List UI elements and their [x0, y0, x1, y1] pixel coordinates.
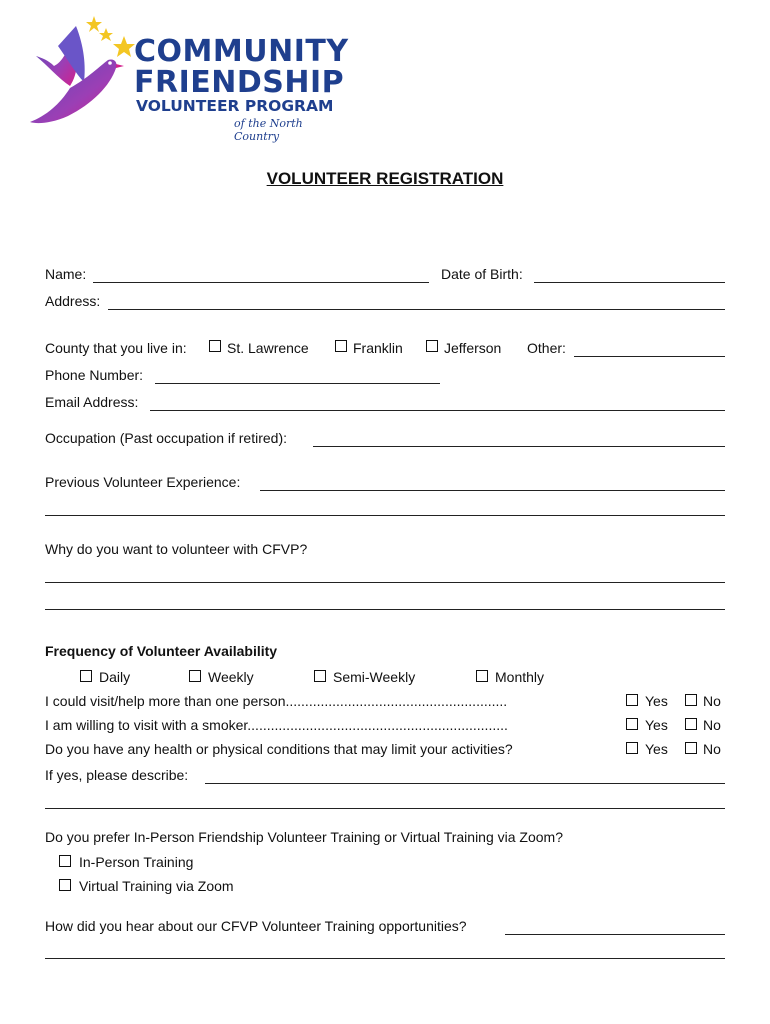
training-virtual-label: Virtual Training via Zoom: [79, 878, 234, 894]
question-smoker-yes-label: Yes: [645, 717, 668, 733]
question-health-no-label: No: [703, 741, 721, 757]
dob-label: Date of Birth:: [441, 266, 523, 282]
question-smoker-no-checkbox[interactable]: [685, 718, 697, 730]
question-multiple-persons: I could visit/help more than one person.........................................................: [45, 693, 508, 709]
availability-semi-weekly-label: Semi-Weekly: [333, 669, 416, 685]
logo: [28, 14, 349, 143]
describe-field[interactable]: [205, 783, 725, 784]
county-st-lawrence-label: St. Lawrence: [227, 340, 309, 356]
availability-monthly-label: Monthly: [495, 669, 545, 685]
describe-field-line-2[interactable]: [45, 808, 725, 809]
question-health: Do you have any health or physical conditions that may limit your activities?: [45, 741, 513, 757]
dob-field[interactable]: [534, 282, 725, 283]
phone-field[interactable]: [155, 383, 440, 384]
logo-line-program: VOLUNTEER PROGRAM: [136, 97, 334, 115]
training-in-person-checkbox[interactable]: [59, 855, 71, 867]
availability-weekly-label: Weekly: [208, 669, 254, 685]
question-smoker-no-label: No: [703, 717, 721, 733]
phone-label: Phone Number:: [45, 367, 144, 383]
page-title: VOLUNTEER REGISTRATION: [266, 169, 504, 188]
county-other-field[interactable]: [574, 356, 725, 357]
logo-line-community: COMMUNITY: [134, 34, 349, 69]
training-question: Do you prefer In-Person Friendship Volunteer Training or Virtual Training via Zoom?: [45, 829, 564, 845]
training-virtual-checkbox[interactable]: [59, 879, 71, 891]
availability-daily-label: Daily: [99, 669, 131, 685]
availability-heading: Frequency of Volunteer Availability: [45, 643, 278, 659]
why-field-line-1[interactable]: [45, 582, 725, 583]
availability-semi-weekly-checkbox[interactable]: [314, 670, 326, 682]
availability-weekly-checkbox[interactable]: [189, 670, 201, 682]
why-field-line-2[interactable]: [45, 609, 725, 610]
name-label: Name:: [45, 266, 87, 282]
county-st-lawrence-checkbox[interactable]: [209, 340, 221, 352]
experience-field-line-2[interactable]: [45, 515, 725, 516]
why-label: Why do you want to volunteer with CFVP?: [45, 541, 308, 557]
experience-field[interactable]: [260, 490, 725, 491]
question-smoker: I am willing to visit with a smoker...................................................................: [45, 717, 508, 733]
occupation-field[interactable]: [313, 446, 725, 447]
training-in-person-label: In-Person Training: [79, 854, 194, 870]
hear-field-line-2[interactable]: [45, 958, 725, 959]
question-multiple-persons-yes-checkbox[interactable]: [626, 694, 638, 706]
question-multiple-persons-no-checkbox[interactable]: [685, 694, 697, 706]
question-smoker-yes-checkbox[interactable]: [626, 718, 638, 730]
email-label: Email Address:: [45, 394, 139, 410]
availability-monthly-checkbox[interactable]: [476, 670, 488, 682]
county-label: County that you live in:: [45, 340, 187, 356]
county-jefferson-checkbox[interactable]: [426, 340, 438, 352]
logo-line-north-country: of the North Country: [234, 117, 303, 143]
occupation-label: Occupation (Past occupation if retired):: [45, 430, 288, 446]
describe-label: If yes, please describe:: [45, 767, 189, 783]
county-franklin-label: Franklin: [353, 340, 403, 356]
experience-label: Previous Volunteer Experience:: [45, 474, 241, 490]
county-other-label: Other:: [527, 340, 566, 356]
hear-question: How did you hear about our CFVP Volunteer Training opportunities?: [45, 918, 467, 934]
county-jefferson-label: Jefferson: [444, 340, 502, 356]
question-health-yes-checkbox[interactable]: [626, 742, 638, 754]
name-field[interactable]: [93, 282, 429, 283]
question-multiple-persons-no-label: No: [703, 693, 721, 709]
question-health-no-checkbox[interactable]: [685, 742, 697, 754]
logo-line-friendship: FRIENDSHIP: [134, 65, 345, 100]
email-field[interactable]: [150, 410, 725, 411]
question-health-yes-label: Yes: [645, 741, 668, 757]
address-field[interactable]: [108, 309, 725, 310]
county-franklin-checkbox[interactable]: [335, 340, 347, 352]
hear-field[interactable]: [505, 934, 725, 935]
availability-daily-checkbox[interactable]: [80, 670, 92, 682]
question-multiple-persons-yes-label: Yes: [645, 693, 668, 709]
address-label: Address:: [45, 293, 101, 309]
